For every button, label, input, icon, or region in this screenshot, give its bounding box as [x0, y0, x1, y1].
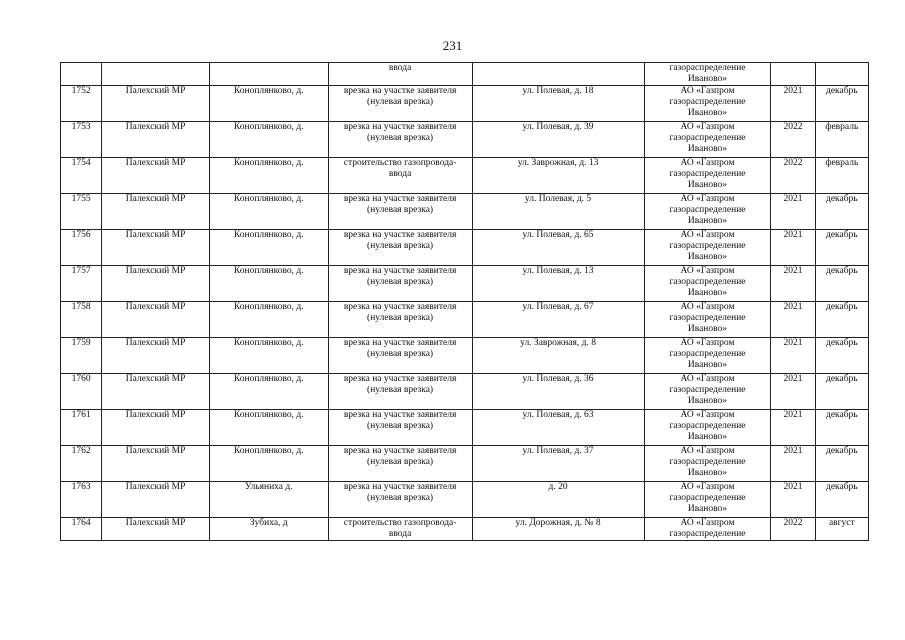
- cell-num-text: 1761: [71, 410, 91, 420]
- cell-district: [102, 338, 210, 374]
- cell-district: [102, 446, 210, 482]
- cell-address-text: д. 20: [548, 482, 568, 492]
- cell-district-text: Палехский МР: [125, 86, 186, 96]
- cell-address: [472, 302, 644, 338]
- table-row: [61, 230, 869, 266]
- cell-district: [102, 194, 210, 230]
- cell-year: [771, 122, 815, 158]
- cell-org-line: газораспределение: [669, 421, 746, 431]
- cell-work-line: врезка на участке заявителя: [343, 194, 457, 204]
- work-line: ввода: [388, 63, 412, 73]
- cell-year-text: 2021: [783, 302, 803, 312]
- cell-district: [102, 158, 210, 194]
- cell-org-line: АО «Газпром: [680, 374, 735, 384]
- cell-org-line: Иваново»: [687, 216, 728, 226]
- cell-district-text: Палехский МР: [125, 122, 186, 132]
- cell-org: [644, 374, 771, 410]
- cell-org: [644, 230, 771, 266]
- cell-num: [61, 230, 102, 266]
- cell-org-line: газораспределение: [669, 529, 746, 539]
- cell-month-text: декабрь: [825, 302, 858, 312]
- cell-org-line: газораспределение: [669, 385, 746, 395]
- cell-locality: [209, 446, 328, 482]
- cell-num: [61, 158, 102, 194]
- cell-org: [644, 302, 771, 338]
- cell-locality: [209, 482, 328, 518]
- continuation-row: [61, 63, 869, 86]
- cell-num-text: 1763: [71, 482, 91, 492]
- cell-address: [472, 410, 644, 446]
- cell-locality: [209, 158, 328, 194]
- cell-work: [328, 158, 472, 194]
- cell-locality: [209, 374, 328, 410]
- cell-num-text: 1764: [71, 518, 91, 528]
- cell-work: [328, 63, 472, 86]
- cell-org-line: газораспределение: [669, 457, 746, 467]
- cell-district: [102, 230, 210, 266]
- cell-work-line: (нулевая врезка): [367, 349, 434, 359]
- cell-org: [644, 63, 771, 86]
- cell-org-line: Иваново»: [687, 252, 728, 262]
- cell-locality: [209, 410, 328, 446]
- org-line: Иваново»: [687, 74, 728, 84]
- cell-num: [61, 122, 102, 158]
- cell-district: [102, 518, 210, 541]
- cell-num: [61, 482, 102, 518]
- table-row: [61, 446, 869, 482]
- cell-num-text: 1759: [71, 338, 91, 348]
- cell-year-text: 2021: [783, 230, 803, 240]
- cell-num-text: 1753: [71, 122, 91, 132]
- gasification-schedule-table: [60, 62, 869, 541]
- cell-month-text: декабрь: [825, 194, 858, 204]
- table-row: [61, 302, 869, 338]
- cell-work-line: (нулевая врезка): [367, 313, 434, 323]
- cell-org: [644, 482, 771, 518]
- cell-locality: [209, 86, 328, 122]
- cell-org-line: Иваново»: [687, 396, 728, 406]
- org-line: газораспределение: [669, 63, 746, 73]
- cell-num: [61, 194, 102, 230]
- cell-year: [771, 86, 815, 122]
- cell-year: [771, 194, 815, 230]
- cell-work: [328, 86, 472, 122]
- cell-org: [644, 86, 771, 122]
- table-row: [61, 194, 869, 230]
- cell-work: [328, 446, 472, 482]
- cell-work-line: врезка на участке заявителя: [343, 266, 457, 276]
- cell-work-line: (нулевая врезка): [367, 385, 434, 395]
- table-body: [61, 86, 869, 541]
- cell-work-line: врезка на участке заявителя: [343, 122, 457, 132]
- cell-num: [61, 446, 102, 482]
- cell-year: [771, 63, 815, 86]
- cell-locality-text: Коноплянково, д.: [233, 410, 304, 420]
- cell-year: [771, 374, 815, 410]
- cell-num-text: 1756: [71, 230, 91, 240]
- cell-org-line: Иваново»: [687, 288, 728, 298]
- cell-work-line: врезка на участке заявителя: [343, 86, 457, 96]
- cell-org: [644, 446, 771, 482]
- cell-locality-text: Зубиха, д: [249, 518, 288, 528]
- cell-org-line: АО «Газпром: [680, 482, 735, 492]
- cell-num-text: 1754: [71, 158, 91, 168]
- cell-org: [644, 266, 771, 302]
- cell-district-text: Палехский МР: [125, 518, 186, 528]
- cell-work-line: врезка на участке заявителя: [343, 338, 457, 348]
- cell-work-line: (нулевая врезка): [367, 457, 434, 467]
- cell-locality-text: Коноплянково, д.: [233, 302, 304, 312]
- cell-locality-text: Коноплянково, д.: [233, 122, 304, 132]
- table-row: [61, 158, 869, 194]
- cell-month: [815, 374, 868, 410]
- cell-address-text: ул. Полевая, д. 13: [522, 266, 594, 276]
- cell-month: [815, 338, 868, 374]
- cell-district: [102, 63, 210, 86]
- cell-work-line: (нулевая врезка): [367, 421, 434, 431]
- cell-year: [771, 482, 815, 518]
- cell-locality-text: Коноплянково, д.: [233, 230, 304, 240]
- cell-locality: [209, 122, 328, 158]
- cell-work-line: врезка на участке заявителя: [343, 482, 457, 492]
- cell-org-line: газораспределение: [669, 349, 746, 359]
- cell-district: [102, 482, 210, 518]
- cell-address: [472, 518, 644, 541]
- cell-num: [61, 410, 102, 446]
- cell-org-line: АО «Газпром: [680, 338, 735, 348]
- cell-address: [472, 194, 644, 230]
- cell-locality-text: Коноплянково, д.: [233, 86, 304, 96]
- cell-month: [815, 410, 868, 446]
- cell-num-text: 1760: [71, 374, 91, 384]
- cell-address-text: ул. Заврожная, д. 8: [520, 338, 596, 348]
- cell-month: [815, 63, 868, 86]
- cell-work: [328, 302, 472, 338]
- cell-month-text: август: [828, 518, 855, 528]
- cell-org-line: АО «Газпром: [680, 446, 735, 456]
- cell-district: [102, 122, 210, 158]
- cell-work-line: (нулевая врезка): [367, 133, 434, 143]
- cell-num-text: 1757: [71, 266, 91, 276]
- cell-address: [472, 122, 644, 158]
- cell-district-text: Палехский МР: [125, 194, 186, 204]
- cell-work: [328, 410, 472, 446]
- cell-locality: [209, 230, 328, 266]
- cell-month: [815, 230, 868, 266]
- cell-work-line: ввода: [388, 529, 412, 539]
- cell-month-text: декабрь: [825, 86, 858, 96]
- cell-work-line: врезка на участке заявителя: [343, 446, 457, 456]
- cell-num: [61, 518, 102, 541]
- cell-address: [472, 86, 644, 122]
- cell-work: [328, 194, 472, 230]
- cell-work-line: ввода: [388, 169, 412, 179]
- cell-month-text: декабрь: [825, 410, 858, 420]
- cell-month-text: декабрь: [825, 446, 858, 456]
- cell-locality: [209, 63, 328, 86]
- cell-address: [472, 482, 644, 518]
- cell-num-text: 1755: [71, 194, 91, 204]
- cell-num: [61, 86, 102, 122]
- table-row: [61, 518, 869, 541]
- cell-year: [771, 266, 815, 302]
- cell-year-text: 2021: [783, 338, 803, 348]
- cell-locality: [209, 338, 328, 374]
- cell-address-text: ул. Полевая, д. 39: [522, 122, 594, 132]
- cell-work-line: врезка на участке заявителя: [343, 302, 457, 312]
- cell-year-text: 2021: [783, 410, 803, 420]
- cell-org: [644, 338, 771, 374]
- cell-locality-text: Коноплянково, д.: [233, 338, 304, 348]
- cell-work: [328, 230, 472, 266]
- cell-year-text: 2021: [783, 482, 803, 492]
- cell-district-text: Палехский МР: [125, 374, 186, 384]
- cell-month: [815, 446, 868, 482]
- table-row: [61, 266, 869, 302]
- cell-num-text: 1758: [71, 302, 91, 312]
- cell-address-text: ул. Полевая, д. 65: [522, 230, 594, 240]
- cell-district-text: Палехский МР: [125, 410, 186, 420]
- cell-num-text: 1762: [71, 446, 91, 456]
- cell-district-text: Палехский МР: [125, 266, 186, 276]
- cell-district-text: Палехский МР: [125, 482, 186, 492]
- table-row: [61, 86, 869, 122]
- table-row: [61, 374, 869, 410]
- cell-org-line: АО «Газпром: [680, 158, 735, 168]
- cell-org-line: газораспределение: [669, 313, 746, 323]
- cell-month: [815, 86, 868, 122]
- cell-address: [472, 374, 644, 410]
- cell-month: [815, 302, 868, 338]
- cell-month-text: декабрь: [825, 230, 858, 240]
- cell-year-text: 2021: [783, 446, 803, 456]
- cell-org-line: АО «Газпром: [680, 122, 735, 132]
- cell-address-text: ул. Полевая, д. 63: [522, 410, 594, 420]
- table-row: [61, 482, 869, 518]
- cell-num: [61, 63, 102, 86]
- cell-work: [328, 374, 472, 410]
- cell-year-text: 2021: [783, 194, 803, 204]
- cell-org: [644, 518, 771, 541]
- cell-district: [102, 374, 210, 410]
- cell-year: [771, 446, 815, 482]
- cell-address: [472, 158, 644, 194]
- cell-org-line: Иваново»: [687, 108, 728, 118]
- cell-work: [328, 518, 472, 541]
- cell-org-line: АО «Газпром: [680, 302, 735, 312]
- cell-org-line: АО «Газпром: [680, 86, 735, 96]
- cell-org-line: Иваново»: [687, 432, 728, 442]
- cell-org-line: Иваново»: [687, 180, 728, 190]
- cell-org: [644, 122, 771, 158]
- cell-address-text: ул. Полевая, д. 67: [522, 302, 594, 312]
- cell-month-text: февраль: [825, 122, 859, 132]
- cell-locality-text: Коноплянково, д.: [233, 158, 304, 168]
- cell-org-line: газораспределение: [669, 133, 746, 143]
- cell-address: [472, 63, 644, 86]
- cell-month: [815, 194, 868, 230]
- cell-work: [328, 122, 472, 158]
- cell-num: [61, 266, 102, 302]
- cell-work-line: врезка на участке заявителя: [343, 230, 457, 240]
- cell-work: [328, 266, 472, 302]
- cell-year: [771, 230, 815, 266]
- cell-month: [815, 482, 868, 518]
- cell-address: [472, 446, 644, 482]
- cell-org-line: газораспределение: [669, 205, 746, 215]
- cell-org-line: АО «Газпром: [680, 518, 735, 528]
- cell-month: [815, 158, 868, 194]
- cell-district-text: Палехский МР: [125, 338, 186, 348]
- cell-org-line: Иваново»: [687, 144, 728, 154]
- cell-address: [472, 230, 644, 266]
- cell-address-text: ул. Дорожная, д. № 8: [515, 518, 601, 528]
- table-row: [61, 122, 869, 158]
- cell-year: [771, 302, 815, 338]
- table-row: [61, 338, 869, 374]
- cell-locality-text: Ульяниха д.: [244, 482, 293, 492]
- cell-work-line: (нулевая врезка): [367, 277, 434, 287]
- cell-work: [328, 482, 472, 518]
- cell-org-line: Иваново»: [687, 468, 728, 478]
- cell-locality: [209, 194, 328, 230]
- cell-year-text: 2021: [783, 374, 803, 384]
- cell-num: [61, 302, 102, 338]
- cell-org-line: газораспределение: [669, 493, 746, 503]
- cell-year-text: 2021: [783, 266, 803, 276]
- cell-district-text: Палехский МР: [125, 446, 186, 456]
- cell-work-line: врезка на участке заявителя: [343, 410, 457, 420]
- cell-locality: [209, 266, 328, 302]
- cell-org-line: газораспределение: [669, 169, 746, 179]
- cell-year: [771, 410, 815, 446]
- cell-locality-text: Коноплянково, д.: [233, 374, 304, 384]
- table-row: [61, 410, 869, 446]
- cell-work-line: (нулевая врезка): [367, 97, 434, 107]
- cell-work-line: врезка на участке заявителя: [343, 374, 457, 384]
- cell-org-line: газораспределение: [669, 241, 746, 251]
- cell-month: [815, 266, 868, 302]
- cell-org: [644, 194, 771, 230]
- cell-address: [472, 266, 644, 302]
- cell-num: [61, 338, 102, 374]
- cell-work-line: (нулевая врезка): [367, 205, 434, 215]
- cell-month: [815, 518, 868, 541]
- cell-num-text: 1752: [71, 86, 91, 96]
- cell-district-text: Палехский МР: [125, 230, 186, 240]
- cell-year-text: 2021: [783, 86, 803, 96]
- cell-district: [102, 266, 210, 302]
- cell-year-text: 2022: [783, 518, 803, 528]
- cell-year-text: 2022: [783, 122, 803, 132]
- cell-org-line: Иваново»: [687, 360, 728, 370]
- cell-address-text: ул. Полевая, д. 18: [522, 86, 594, 96]
- cell-month-text: декабрь: [825, 338, 858, 348]
- cell-address: [472, 338, 644, 374]
- cell-org-line: газораспределение: [669, 97, 746, 107]
- cell-work-line: строительство газопровода-: [343, 518, 457, 528]
- cell-org-line: АО «Газпром: [680, 194, 735, 204]
- cell-org-line: АО «Газпром: [680, 266, 735, 276]
- cell-month-text: декабрь: [825, 374, 858, 384]
- page-number: 231: [442, 38, 463, 53]
- cell-district-text: Палехский МР: [125, 302, 186, 312]
- cell-district: [102, 302, 210, 338]
- cell-year-text: 2022: [783, 158, 803, 168]
- cell-org-line: АО «Газпром: [680, 230, 735, 240]
- cell-district-text: Палехский МР: [125, 158, 186, 168]
- cell-org-line: АО «Газпром: [680, 410, 735, 420]
- cell-address-text: ул. Полевая, д. 37: [522, 446, 594, 456]
- cell-locality: [209, 518, 328, 541]
- cell-org-line: газораспределение: [669, 277, 746, 287]
- cell-district: [102, 86, 210, 122]
- cell-month-text: декабрь: [825, 266, 858, 276]
- cell-address-text: ул. Полевая, д. 36: [522, 374, 594, 384]
- cell-month-text: декабрь: [825, 482, 858, 492]
- cell-address-text: ул. Полевая, д. 5: [524, 194, 592, 204]
- cell-locality: [209, 302, 328, 338]
- cell-month-text: февраль: [825, 158, 859, 168]
- cell-org: [644, 158, 771, 194]
- cell-district: [102, 410, 210, 446]
- cell-num: [61, 374, 102, 410]
- cell-org-line: Иваново»: [687, 324, 728, 334]
- cell-locality-text: Коноплянково, д.: [233, 446, 304, 456]
- cell-year: [771, 518, 815, 541]
- cell-work-line: (нулевая врезка): [367, 241, 434, 251]
- cell-work-line: (нулевая врезка): [367, 493, 434, 503]
- cell-address-text: ул. Заврожная, д. 13: [517, 158, 599, 168]
- cell-locality-text: Коноплянково, д.: [233, 266, 304, 276]
- cell-work-line: строительство газопровода-: [343, 158, 457, 168]
- cell-year: [771, 158, 815, 194]
- cell-month: [815, 122, 868, 158]
- cell-work: [328, 338, 472, 374]
- cell-org: [644, 410, 771, 446]
- cell-org-line: Иваново»: [687, 504, 728, 514]
- cell-locality-text: Коноплянково, д.: [233, 194, 304, 204]
- cell-year: [771, 338, 815, 374]
